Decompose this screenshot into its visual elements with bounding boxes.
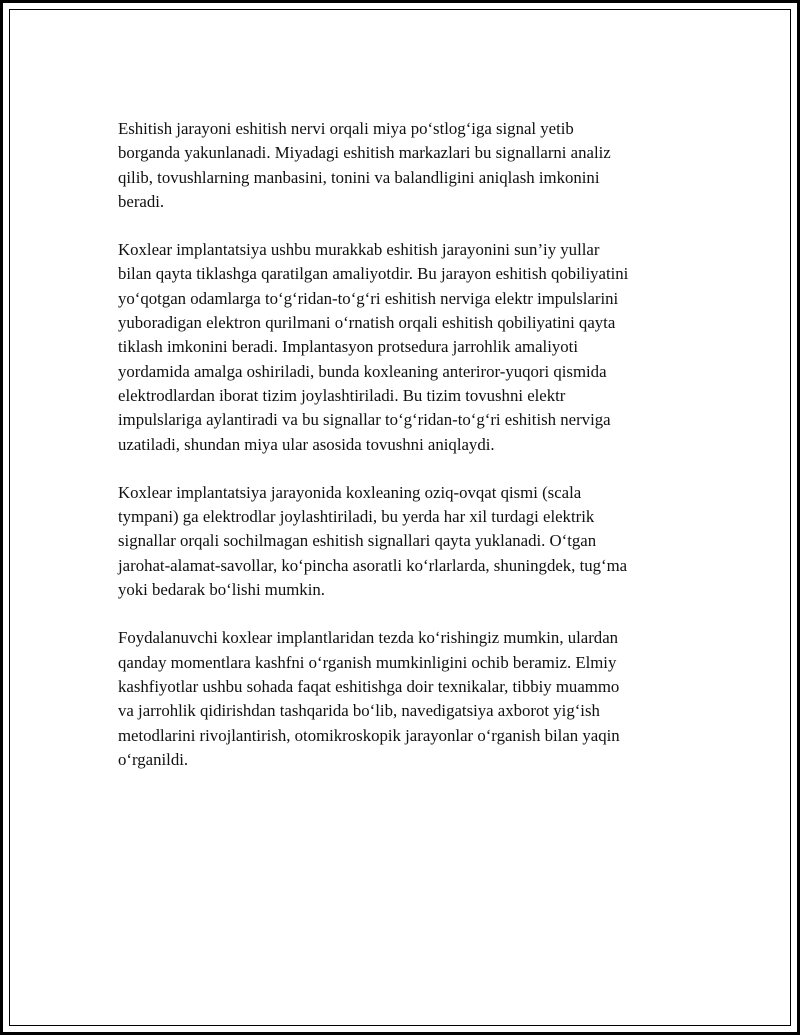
text-line: elektrodlardan iborat tizim joylashtiriladi. Bu tizim tovushni elektr	[118, 385, 566, 405]
document-body	[118, 117, 688, 796]
text-line: kashfiyotlar ushbu sohada faqat eshitishga doir texnikalar, tibbiy muammo	[118, 676, 620, 696]
paragraph-implant-procedure	[118, 481, 688, 602]
paragraph-hearing-process	[118, 117, 688, 214]
text-line: Foydalanuvchi koxlear implantlaridan tezda ko‘rishingiz mumkin, ulardan	[118, 628, 619, 648]
text-line: o‘rganildi.	[118, 749, 189, 769]
text-line: yordamida amalga oshiriladi, bunda koxleaning anteriror-yuqori qismida	[118, 361, 607, 381]
text-line: bilan qayta tiklashga qaratilgan amaliyotdir. Bu jarayon eshitish qobiliyatini	[118, 264, 629, 284]
text-line: yuboradigan elektron qurilmani o‘rnatish orqali eshitish qobiliyatini qayta	[118, 313, 616, 333]
text-line: qanday momentlara kashfni o‘rganish mumkinligini ochib beramiz. Elmiy	[118, 652, 617, 672]
text-line: borganda yakunlanadi. Miyadagi eshitish markazlari bu signallarni analiz	[118, 143, 611, 163]
text-line: Koxlear implantatsiya jarayonida koxleaning oziq-ovqat qismi (scala	[118, 482, 582, 502]
text-line: signallar orqali sochilmagan eshitish signallari qayta yuklanadi. O‘tgan	[118, 531, 597, 551]
text-line: impulslariga aylantiradi va bu signallar to‘g‘ridan-to‘g‘ri eshitish nerviga	[118, 410, 611, 430]
paragraph-research-outlook	[118, 626, 688, 772]
text-line: Eshitish jarayoni eshitish nervi orqali miya po‘stlog‘iga signal yetib	[118, 119, 574, 138]
text-line: yo‘qotgan odamlarga to‘g‘ridan-to‘g‘ri eshitish nerviga elektr impulslarini	[118, 288, 619, 308]
text-line: tiklash imkonini beradi. Implantasyon protsedura jarrohlik amaliyoti	[118, 337, 578, 357]
text-line: metodlarini rivojlantirish, otomikroskopik jarayonlar o‘rganish bilan yaqin	[118, 725, 620, 745]
text-line: va jarrohlik qidirishdan tashqarida bo‘lib, navedigatsiya axborot yig‘ish	[118, 701, 600, 721]
text-line: yoki bedarak bo‘lishi mumkin.	[118, 580, 325, 600]
text-line: uzatiladi, shundan miya ular asosida tovushni aniqlaydi.	[118, 434, 495, 454]
text-line: jarohat-alamat-savollar, ko‘pincha asoratli ko‘rlarlarda, shuningdek, tug‘ma	[118, 555, 628, 575]
text-line: qilib, tovushlarning manbasini, tonini va balandligini aniqlash imkonini	[118, 167, 600, 187]
text-line: beradi.	[118, 191, 165, 211]
text-line: Koxlear implantatsiya ushbu murakkab eshitish jarayonini sun’iy yullar	[118, 240, 600, 260]
text-line: tympani) ga elektrodlar joylashtiriladi, bu yerda har xil turdagi elektrik	[118, 507, 595, 527]
paragraph-cochlear-implant-intro	[118, 238, 688, 457]
